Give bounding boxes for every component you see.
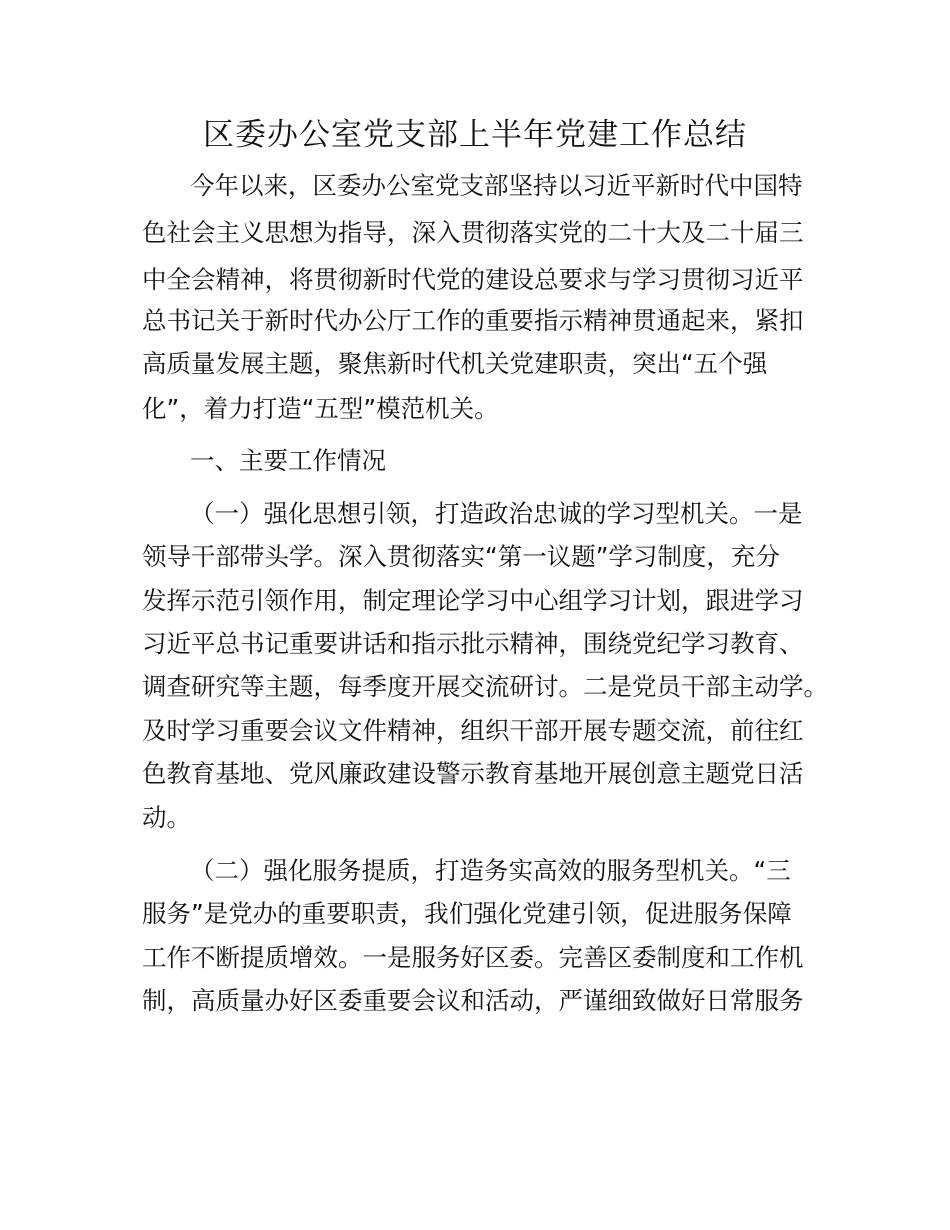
paragraph-3-line-3: 工作不断提质增效。一是服务好区委。完善区委制度和工作机 <box>142 943 804 972</box>
paragraph-1-line-1: 今年以来，区委办公室党支部坚持以习近平新时代中国特 <box>190 171 803 200</box>
paragraph-2-line-4: 习近平总书记重要讲话和指示批示精神，围绕党纪学习教育、 <box>142 629 804 658</box>
paragraph-3-line-2: 服务”是党办的重要职责，我们强化党建引领，促进服务保障 <box>142 899 792 928</box>
paragraph-3-line-1: （二）强化服务提质，打造务实高效的服务型机关。“三 <box>190 856 791 885</box>
section-heading-1: 一、主要工作情况 <box>190 446 386 475</box>
paragraph-2-line-1: （一）强化思想引领，打造政治忠诚的学习型机关。一是 <box>190 499 803 528</box>
paragraph-3-line-4: 制，高质量办好区委重要会议和活动，严谨细致做好日常服务 <box>142 986 804 1015</box>
paragraph-2-line-8: 动。 <box>142 803 191 832</box>
paragraph-1-line-6: 化”，着力打造“五型”模范机关。 <box>142 394 499 423</box>
paragraph-2-line-2: 领导干部带头学。深入贯彻落实“第一议题”学习制度，充分 <box>142 542 780 571</box>
paragraph-2-line-5: 调查研究等主题，每季度开展交流研讨。二是党员干部主动学。 <box>142 672 828 701</box>
document-title: 区委办公室党支部上半年党建工作总结 <box>203 117 747 153</box>
paragraph-2-line-6: 及时学习重要会议文件精神，组织干部开展专题交流，前往红 <box>142 716 804 745</box>
paragraph-1-line-5: 高质量发展主题，聚焦新时代机关党建职责，突出“五个强 <box>142 349 768 378</box>
paragraph-2-line-7: 色教育基地、党风廉政建设警示教育基地开展创意主题党日活 <box>142 759 804 788</box>
paragraph-1-line-4: 总书记关于新时代办公厅工作的重要指示精神贯通起来，紧扣 <box>142 306 804 335</box>
paragraph-1-line-2: 色社会主义思想为指导，深入贯彻落实党的二十大及二十届三 <box>142 218 804 247</box>
paragraph-2-line-3: 发挥示范引领作用，制定理论学习中心组学习计划，跟进学习 <box>142 586 804 615</box>
paragraph-1-line-3: 中全会精神，将贯彻新时代党的建设总要求与学习贯彻习近平 <box>142 265 804 294</box>
